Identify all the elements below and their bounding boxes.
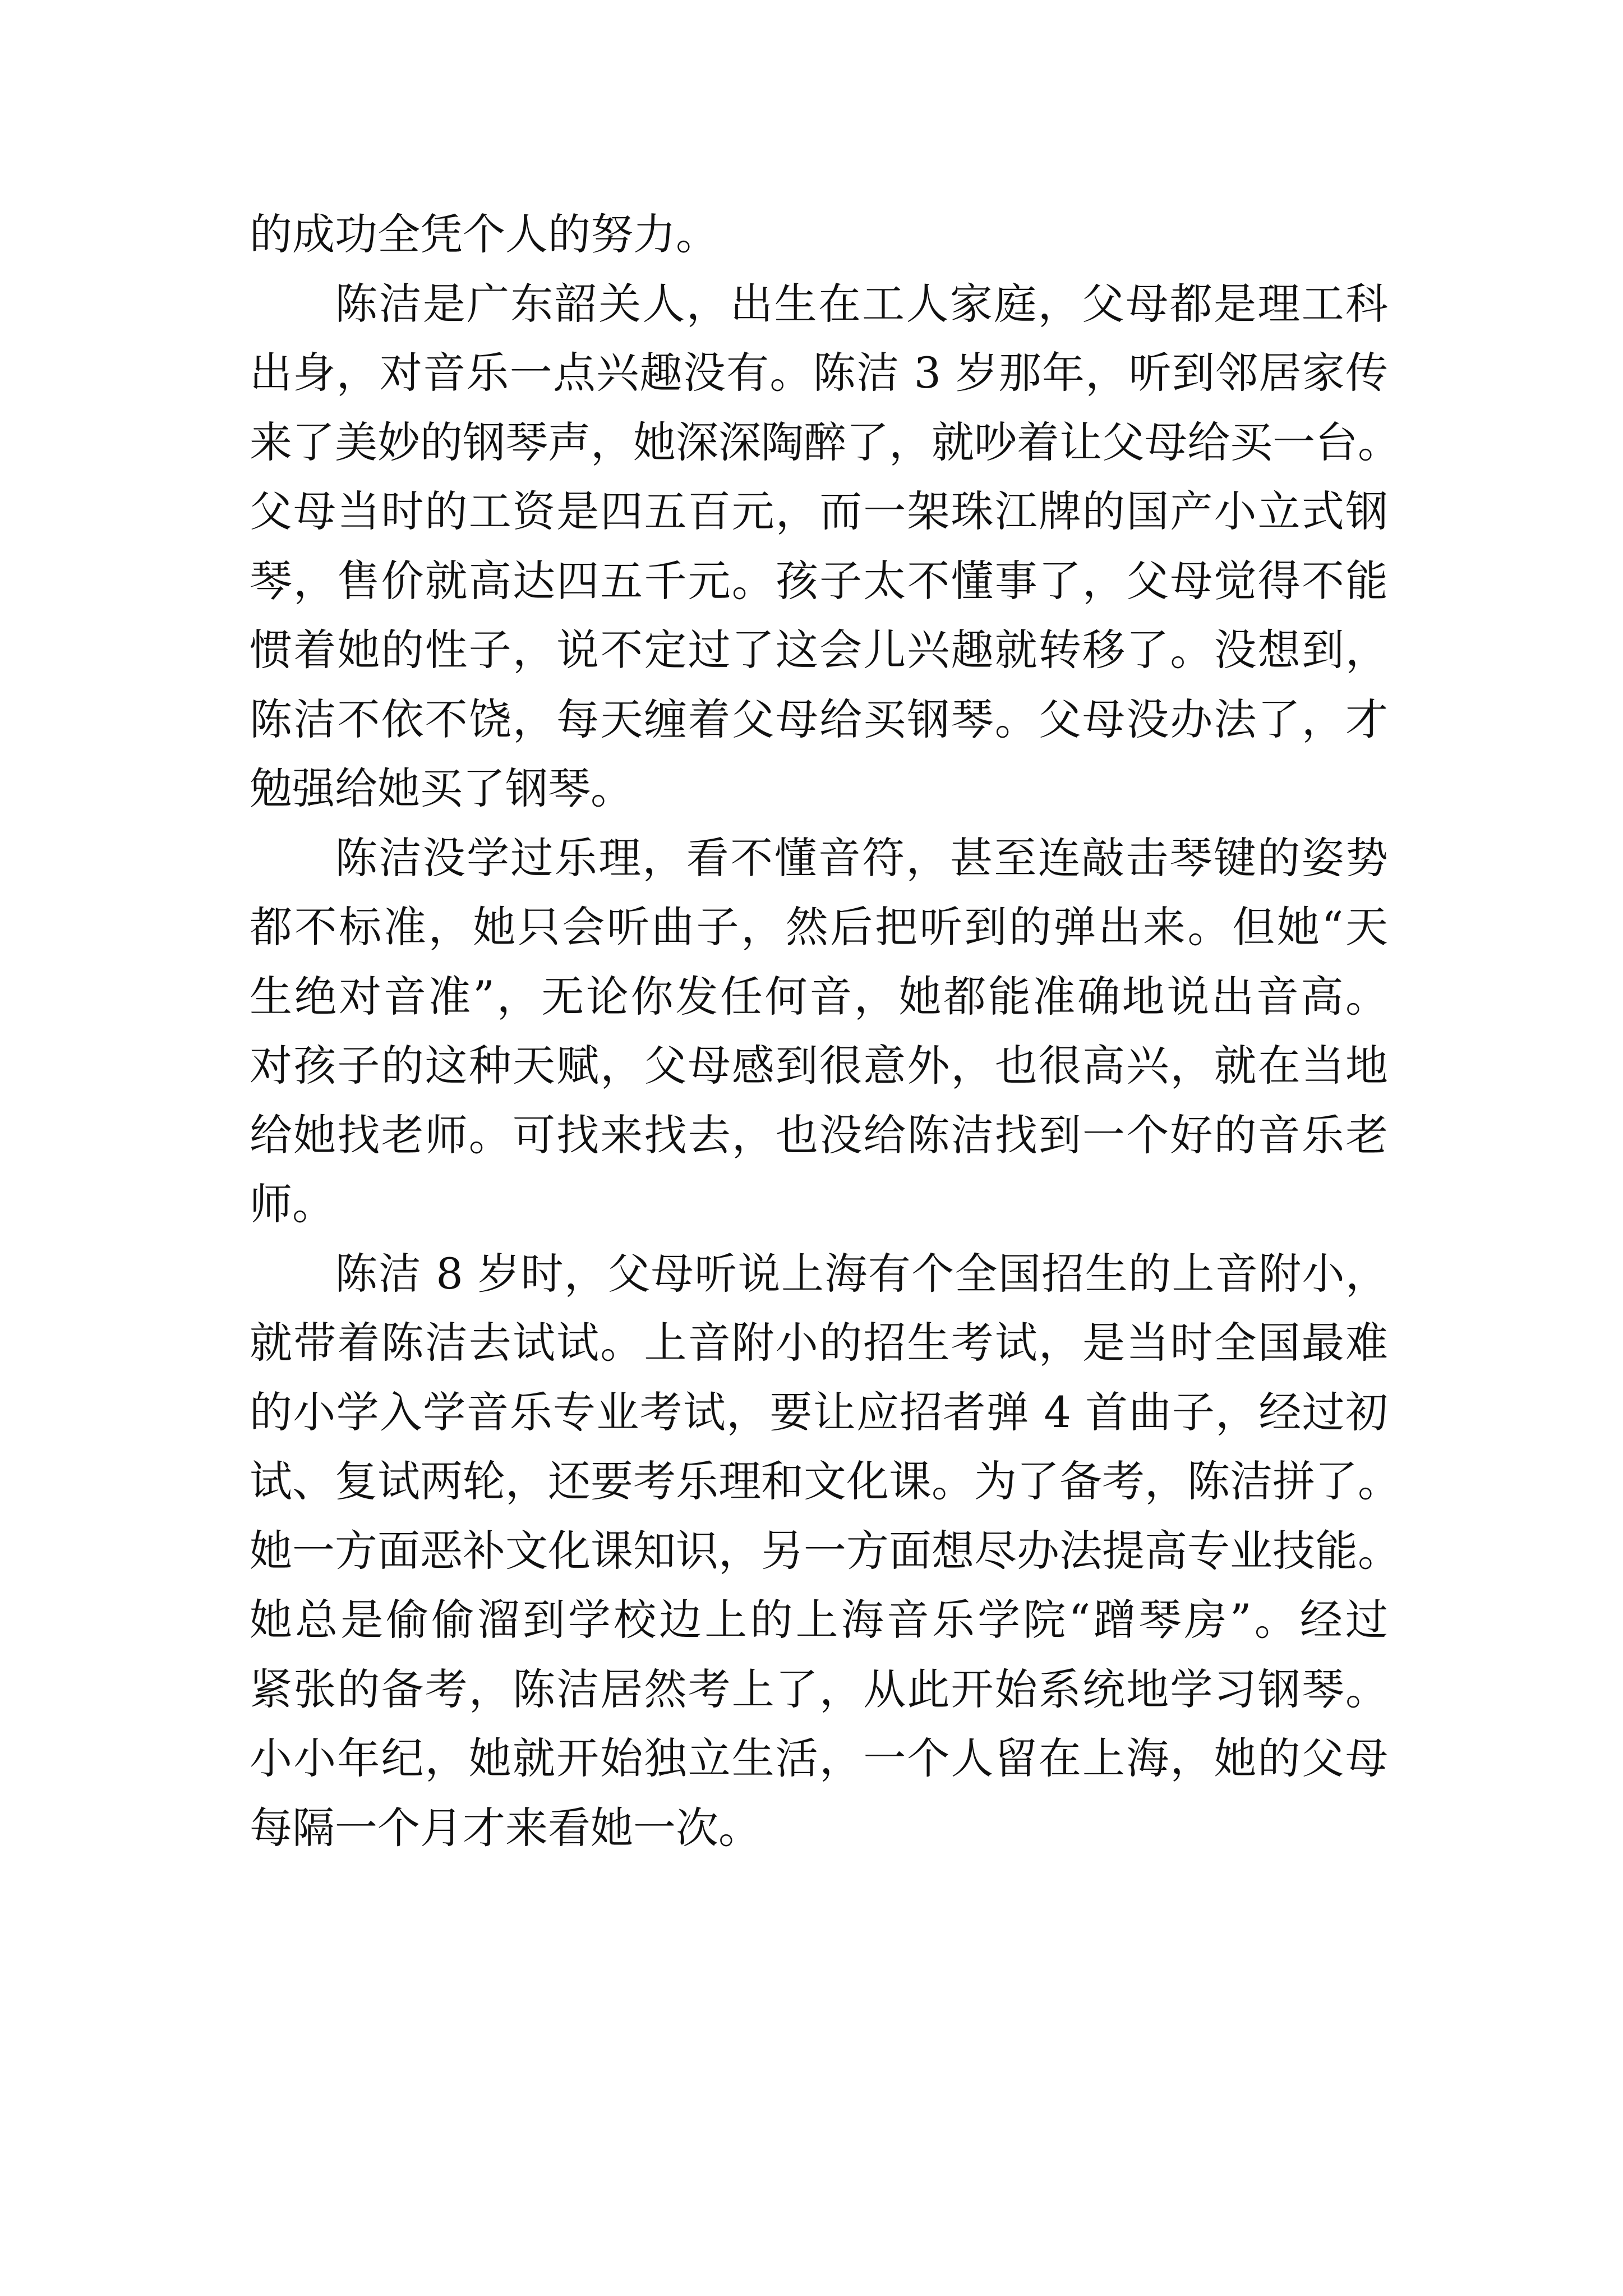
text-line: 对孩子的这种天赋，父母感到很意外，也很高兴，就在当地 xyxy=(250,1041,1388,1091)
text-line: 试、复试两轮，还要考乐理和文化课。为了备考，陈洁拼了。 xyxy=(250,1456,1400,1506)
text-line: 陈洁没学过乐理，看不懂音符，甚至连敲击琴键的姿势 xyxy=(335,832,1388,883)
text-line: 都不标准，她只会听曲子，然后把听到的弹出来。但她“天 xyxy=(250,902,1388,952)
text-line: 生绝对音准”，无论你发任何音，她都能准确地说出音高。 xyxy=(250,971,1388,1022)
text-line: 陈洁不依不饶，每天缠着父母给买钢琴。父母没办法了，才 xyxy=(250,694,1388,744)
text-line: 她总是偷偷溜到学校边上的上海音乐学院“蹭琴房”。经过 xyxy=(250,1595,1388,1645)
text-line: 琴，售价就高达四五千元。孩子太不懂事了，父母觉得不能 xyxy=(250,555,1388,606)
text-line: 来了美妙的钢琴声，她深深陶醉了，就吵着让父母给买一台。 xyxy=(250,417,1400,467)
text-line: 就带着陈洁去试试。上音附小的招生考试，是当时全国最难 xyxy=(250,1318,1388,1368)
text-line: 小小年纪，她就开始独立生活，一个人留在上海，她的父母 xyxy=(250,1733,1388,1783)
text-line: 勉强给她买了钢琴。 xyxy=(250,763,633,813)
text-line: 每隔一个月才来看她一次。 xyxy=(250,1802,761,1853)
text-line: 给她找老师。可找来找去，也没给陈洁找到一个好的音乐老 xyxy=(250,1110,1388,1160)
text-line: 陈洁是广东韶关人，出生在工人家庭，父母都是理工科 xyxy=(335,278,1388,329)
text-line: 紧张的备考，陈洁居然考上了，从此开始系统地学习钢琴。 xyxy=(250,1664,1388,1714)
text-line: 陈洁 8 岁时，父母听说上海有个全国招生的上音附小， xyxy=(335,1248,1388,1299)
text-line: 她一方面恶补文化课知识，另一方面想尽办法提高专业技能。 xyxy=(250,1525,1400,1576)
text-line: 出身，对音乐一点兴趣没有。陈洁 3 岁那年，听到邻居家传 xyxy=(250,348,1388,398)
text-line: 父母当时的工资是四五百元，而一架珠江牌的国产小立式钢 xyxy=(250,486,1388,536)
article-body xyxy=(250,200,1400,1862)
text-line: 惯着她的性子，说不定过了这会儿兴趣就转移了。没想到， xyxy=(250,625,1388,675)
text-line: 的小学入学音乐专业考试，要让应招者弹 4 首曲子，经过初 xyxy=(250,1387,1388,1437)
text-line: 师。 xyxy=(250,1179,335,1229)
text-line: 的成功全凭个人的努力。 xyxy=(250,209,718,259)
